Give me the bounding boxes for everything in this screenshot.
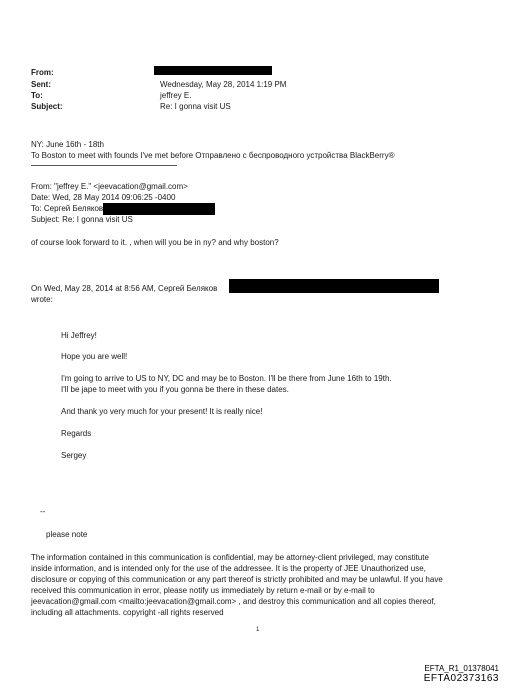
disclaimer-line-3: disclosure or copying of this communication or any part thereof is strictly prohibited and may be unlawful. If you have <box>31 575 443 584</box>
footer-id-1: EFTA_R1_01378041 <box>424 664 499 673</box>
greeting: Hi Jeffrey! <box>61 331 97 340</box>
footer-id-2: EFTA02373163 <box>423 673 499 684</box>
disclaimer-line-6: including all attachments. copyright -all rights reserved <box>31 608 224 617</box>
disclaimer-line-1: The information contained in this communication is confidential, may be attorney-client privileged, may constitute <box>31 553 429 562</box>
regards: Regards <box>61 429 92 438</box>
quoted-wrote: wrote: <box>31 295 53 304</box>
signature-name: Sergey <box>61 451 87 460</box>
quoted-date: Date: Wed, 28 May 2014 09:06:25 -0400 <box>31 193 176 202</box>
quoted-to: To: Сергей Беляков <box>31 204 104 213</box>
redaction-sender <box>229 279 439 293</box>
from-label: From: <box>31 68 54 77</box>
disclaimer-line-2: inside information, and is intended only for the use of the addressee. It is the property of JEE Unauthorized use, <box>31 564 426 573</box>
quoted-intro: On Wed, May 28, 2014 at 8:56 AM, Сергей Беляков <box>31 284 218 293</box>
page-number: 1 <box>256 627 260 633</box>
disclaimer-line-5: jeevacation@gmail.com <mailto:jeevacation@gmail.com> , and destroy this communication and all copies thereof, <box>31 597 436 606</box>
subject-label: Subject: <box>31 102 63 111</box>
sent-label: Sent: <box>31 80 51 89</box>
quoted-subject: Subject: Re: I gonna visit US <box>31 215 133 224</box>
quoted-body: of course look forward to it. , when will you be in ny? and why boston? <box>31 238 279 247</box>
please-note: please note <box>46 530 88 539</box>
paragraph-3: And thank yo very much for your present! It is really nice! <box>61 407 263 416</box>
redaction-from <box>154 66 272 75</box>
reply-line-2: To Boston to meet with founds I've met before Отправлено с беспроводного устройства BlackBerry® <box>31 151 395 160</box>
disclaimer-line-4: received this communication in error, please notify us immediately by return e-mail or by e-mail to <box>31 586 375 595</box>
redaction-to <box>103 203 215 215</box>
paragraph-2b: I'll be jape to meet with you if you gonna be there in these dates. <box>61 385 289 394</box>
to-label: To: <box>31 91 43 100</box>
to-value: jeffrey E. <box>160 91 192 100</box>
paragraph-1: Hope you are well! <box>61 352 128 361</box>
reply-line-1: NY: June 16th - 18th <box>31 140 104 149</box>
sent-value: Wednesday, May 28, 2014 1:19 PM <box>160 80 287 89</box>
signature-dash: -- <box>40 507 46 516</box>
reply-separator <box>31 165 177 166</box>
paragraph-2a: I'm going to arrive to US to NY, DC and may be to Boston. I'll be there from June 16th to 19th. <box>61 374 392 383</box>
quoted-from: From: "jeffrey E." <jeevacation@gmail.com> <box>31 182 188 191</box>
subject-value: Re: I gonna visit US <box>160 102 231 111</box>
